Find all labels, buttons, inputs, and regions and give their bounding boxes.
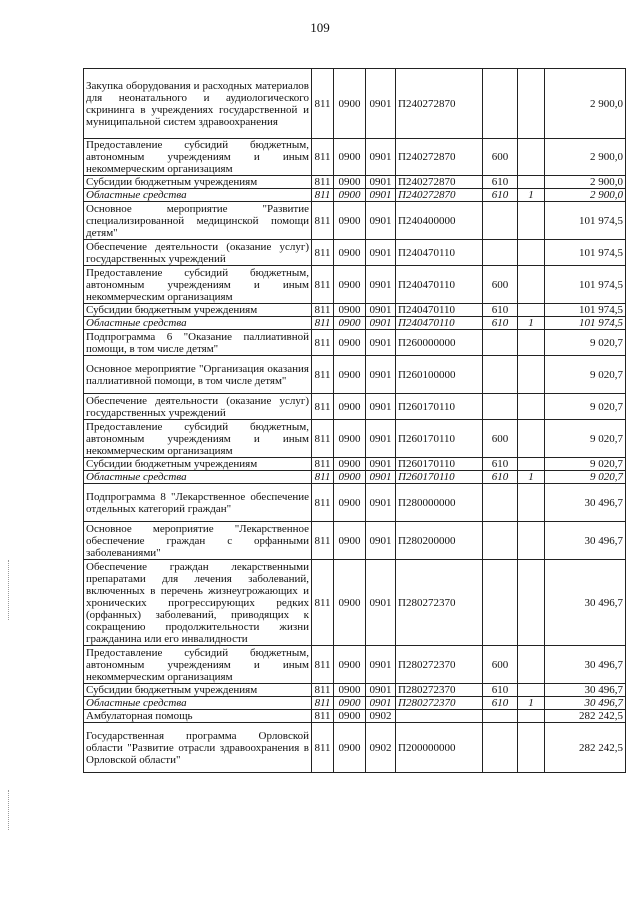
cell-pr: 0901	[366, 697, 396, 710]
cell-gr: 811	[312, 317, 334, 330]
row-name: Областные средства	[84, 189, 312, 202]
cell-pr: 0901	[366, 684, 396, 697]
table-row	[84, 240, 626, 266]
cell-vr	[483, 560, 518, 646]
cell-src: 1	[518, 471, 545, 484]
table-row	[84, 522, 626, 560]
cell-pr: 0901	[366, 202, 396, 240]
cell-src	[518, 723, 545, 773]
cell-vr: 610	[483, 697, 518, 710]
cell-gr: 811	[312, 240, 334, 266]
cell-gr: 811	[312, 176, 334, 189]
table-row	[84, 471, 626, 484]
cell-gr: 811	[312, 471, 334, 484]
cell-rz: 0900	[334, 646, 366, 684]
cell-pr: 0901	[366, 330, 396, 356]
cell-src	[518, 394, 545, 420]
cell-src	[518, 420, 545, 458]
cell-rz: 0900	[334, 176, 366, 189]
cell-vr: 610	[483, 176, 518, 189]
cell-pr: 0901	[366, 560, 396, 646]
cell-csr: П240272870	[396, 139, 483, 176]
cell-amount: 9 020,7	[545, 356, 626, 394]
row-name: Обеспечение граждан лекарственными препаратами для лечения заболеваний, включенных в перечень жизнеугрожающих и хронических прогрессирующих редких (орфанных) заболеваний, приводящих к сокращению продолжительности жизни гражданина или его инвалидности	[84, 560, 312, 646]
cell-rz: 0900	[334, 560, 366, 646]
cell-rz: 0900	[334, 266, 366, 304]
cell-amount: 9 020,7	[545, 458, 626, 471]
cell-csr: П240470110	[396, 266, 483, 304]
cell-amount: 101 974,5	[545, 266, 626, 304]
table-row	[84, 484, 626, 522]
cell-csr: П280272370	[396, 684, 483, 697]
cell-csr: П260170110	[396, 471, 483, 484]
cell-rz: 0900	[334, 697, 366, 710]
scan-edge-marks	[8, 790, 11, 830]
cell-gr: 811	[312, 330, 334, 356]
cell-gr: 811	[312, 723, 334, 773]
row-name: Субсидии бюджетным учреждениям	[84, 304, 312, 317]
cell-gr: 811	[312, 710, 334, 723]
cell-src	[518, 458, 545, 471]
cell-csr: П240272870	[396, 176, 483, 189]
cell-src	[518, 484, 545, 522]
cell-vr: 610	[483, 458, 518, 471]
cell-gr: 811	[312, 202, 334, 240]
cell-vr: 610	[483, 317, 518, 330]
cell-rz: 0900	[334, 356, 366, 394]
cell-vr	[483, 240, 518, 266]
cell-src	[518, 710, 545, 723]
cell-src	[518, 176, 545, 189]
cell-amount: 9 020,7	[545, 471, 626, 484]
row-name: Обеспечение деятельности (оказание услуг) государственных учреждений	[84, 240, 312, 266]
row-name: Государственная программа Орловской области "Развитие отрасли здравоохранения в Орловской области"	[84, 723, 312, 773]
cell-csr: П260100000	[396, 356, 483, 394]
row-name: Областные средства	[84, 317, 312, 330]
cell-amount: 282 242,5	[545, 710, 626, 723]
cell-amount: 2 900,0	[545, 139, 626, 176]
cell-csr: П260170110	[396, 394, 483, 420]
cell-rz: 0900	[334, 240, 366, 266]
cell-pr: 0901	[366, 356, 396, 394]
cell-amount: 2 900,0	[545, 69, 626, 139]
cell-vr: 600	[483, 139, 518, 176]
cell-amount: 9 020,7	[545, 420, 626, 458]
table-row	[84, 317, 626, 330]
cell-gr: 811	[312, 646, 334, 684]
row-name: Субсидии бюджетным учреждениям	[84, 458, 312, 471]
scan-edge-marks	[8, 560, 11, 620]
cell-csr: П240272870	[396, 189, 483, 202]
cell-rz: 0900	[334, 420, 366, 458]
cell-amount: 101 974,5	[545, 202, 626, 240]
cell-amount: 30 496,7	[545, 697, 626, 710]
cell-rz: 0900	[334, 471, 366, 484]
cell-src	[518, 356, 545, 394]
row-name: Предоставление субсидий бюджетным, автономным учреждениям и иным некоммерческим организациям	[84, 266, 312, 304]
cell-amount: 30 496,7	[545, 560, 626, 646]
cell-src	[518, 240, 545, 266]
cell-gr: 811	[312, 684, 334, 697]
table-row	[84, 684, 626, 697]
row-name: Подпрограмма 8 "Лекарственное обеспечение отдельных категорий граждан"	[84, 484, 312, 522]
cell-vr	[483, 356, 518, 394]
table-row	[84, 330, 626, 356]
cell-amount: 30 496,7	[545, 684, 626, 697]
cell-vr	[483, 330, 518, 356]
cell-gr: 811	[312, 356, 334, 394]
cell-pr: 0902	[366, 710, 396, 723]
row-name: Обеспечение деятельности (оказание услуг) государственных учреждений	[84, 394, 312, 420]
cell-pr: 0901	[366, 176, 396, 189]
cell-vr	[483, 69, 518, 139]
row-name: Субсидии бюджетным учреждениям	[84, 176, 312, 189]
cell-amount: 2 900,0	[545, 176, 626, 189]
table-row	[84, 139, 626, 176]
cell-gr: 811	[312, 458, 334, 471]
cell-vr	[483, 484, 518, 522]
cell-gr: 811	[312, 139, 334, 176]
cell-gr: 811	[312, 697, 334, 710]
row-name: Предоставление субсидий бюджетным, автономным учреждениям и иным некоммерческим организациям	[84, 420, 312, 458]
cell-gr: 811	[312, 69, 334, 139]
page-number: 109	[310, 20, 330, 35]
cell-src	[518, 139, 545, 176]
cell-vr: 600	[483, 266, 518, 304]
cell-rz: 0900	[334, 484, 366, 522]
cell-pr: 0901	[366, 240, 396, 266]
cell-src	[518, 266, 545, 304]
cell-vr: 600	[483, 420, 518, 458]
cell-csr: П240400000	[396, 202, 483, 240]
row-name: Амбулаторная помощь	[84, 710, 312, 723]
cell-pr: 0901	[366, 189, 396, 202]
cell-csr: П260170110	[396, 420, 483, 458]
cell-src	[518, 560, 545, 646]
table-row	[84, 560, 626, 646]
cell-vr	[483, 710, 518, 723]
cell-amount: 101 974,5	[545, 304, 626, 317]
cell-rz: 0900	[334, 330, 366, 356]
cell-csr: П240470110	[396, 317, 483, 330]
cell-rz: 0900	[334, 202, 366, 240]
table-row	[84, 189, 626, 202]
row-name: Закупка оборудования и расходных материалов для неонатального и аудиологического скрининга в учреждениях государственной и муниципальной систем здравоохранения	[84, 69, 312, 139]
cell-src	[518, 522, 545, 560]
cell-src: 1	[518, 189, 545, 202]
cell-rz: 0900	[334, 458, 366, 471]
cell-src	[518, 69, 545, 139]
cell-gr: 811	[312, 304, 334, 317]
cell-pr: 0901	[366, 420, 396, 458]
table-row	[84, 710, 626, 723]
budget-table	[83, 68, 626, 773]
table-row	[84, 394, 626, 420]
table-row	[84, 458, 626, 471]
cell-amount: 101 974,5	[545, 240, 626, 266]
cell-pr: 0901	[366, 394, 396, 420]
cell-csr: П280272370	[396, 560, 483, 646]
cell-amount: 9 020,7	[545, 330, 626, 356]
cell-rz: 0900	[334, 394, 366, 420]
cell-csr	[396, 710, 483, 723]
cell-src: 1	[518, 697, 545, 710]
cell-pr: 0901	[366, 266, 396, 304]
cell-pr: 0901	[366, 139, 396, 176]
cell-rz: 0900	[334, 139, 366, 176]
table-row	[84, 723, 626, 773]
cell-rz: 0900	[334, 69, 366, 139]
cell-vr	[483, 522, 518, 560]
cell-src	[518, 684, 545, 697]
cell-amount: 2 900,0	[545, 189, 626, 202]
cell-gr: 811	[312, 420, 334, 458]
cell-csr: П280272370	[396, 646, 483, 684]
table-row	[84, 356, 626, 394]
table-row	[84, 304, 626, 317]
cell-rz: 0900	[334, 710, 366, 723]
row-name: Субсидии бюджетным учреждениям	[84, 684, 312, 697]
table-row	[84, 202, 626, 240]
cell-pr: 0901	[366, 646, 396, 684]
cell-csr: П280200000	[396, 522, 483, 560]
cell-gr: 811	[312, 560, 334, 646]
cell-vr	[483, 394, 518, 420]
cell-src: 1	[518, 317, 545, 330]
table-row	[84, 646, 626, 684]
cell-pr: 0901	[366, 522, 396, 560]
cell-csr: П280000000	[396, 484, 483, 522]
row-name: Основное мероприятие "Развитие специализированной медицинской помощи детям"	[84, 202, 312, 240]
cell-gr: 811	[312, 484, 334, 522]
cell-rz: 0900	[334, 317, 366, 330]
cell-vr	[483, 202, 518, 240]
cell-amount: 30 496,7	[545, 522, 626, 560]
cell-csr: П280272370	[396, 697, 483, 710]
cell-pr: 0901	[366, 304, 396, 317]
cell-csr: П240272870	[396, 69, 483, 139]
cell-gr: 811	[312, 189, 334, 202]
row-name: Основное мероприятие "Организация оказания паллиативной помощи, в том числе детям"	[84, 356, 312, 394]
cell-rz: 0900	[334, 189, 366, 202]
cell-vr: 600	[483, 646, 518, 684]
cell-src	[518, 304, 545, 317]
cell-amount: 101 974,5	[545, 317, 626, 330]
cell-pr: 0902	[366, 723, 396, 773]
cell-rz: 0900	[334, 723, 366, 773]
cell-csr: П240470110	[396, 304, 483, 317]
budget-table-body	[84, 69, 626, 773]
cell-csr: П240470110	[396, 240, 483, 266]
cell-amount: 30 496,7	[545, 484, 626, 522]
cell-csr: П260000000	[396, 330, 483, 356]
cell-src	[518, 646, 545, 684]
table-row	[84, 176, 626, 189]
cell-rz: 0900	[334, 684, 366, 697]
cell-amount: 30 496,7	[545, 646, 626, 684]
cell-pr: 0901	[366, 69, 396, 139]
row-name: Предоставление субсидий бюджетным, автономным учреждениям и иным некоммерческим организациям	[84, 646, 312, 684]
table-row	[84, 420, 626, 458]
row-name: Областные средства	[84, 697, 312, 710]
cell-vr	[483, 723, 518, 773]
cell-rz: 0900	[334, 304, 366, 317]
cell-pr: 0901	[366, 484, 396, 522]
cell-amount: 282 242,5	[545, 723, 626, 773]
cell-amount: 9 020,7	[545, 394, 626, 420]
row-name: Областные средства	[84, 471, 312, 484]
cell-pr: 0901	[366, 458, 396, 471]
cell-src	[518, 202, 545, 240]
cell-csr: П260170110	[396, 458, 483, 471]
cell-gr: 811	[312, 266, 334, 304]
cell-vr: 610	[483, 304, 518, 317]
row-name: Подпрограмма 6 "Оказание паллиативной помощи, в том числе детям"	[84, 330, 312, 356]
cell-gr: 811	[312, 522, 334, 560]
cell-src	[518, 330, 545, 356]
cell-vr: 610	[483, 189, 518, 202]
cell-pr: 0901	[366, 317, 396, 330]
table-row	[84, 697, 626, 710]
cell-csr: П200000000	[396, 723, 483, 773]
cell-rz: 0900	[334, 522, 366, 560]
table-row	[84, 69, 626, 139]
table-row	[84, 266, 626, 304]
cell-pr: 0901	[366, 471, 396, 484]
row-name: Основное мероприятие "Лекарственное обеспечение граждан с орфанными заболеваниями"	[84, 522, 312, 560]
cell-gr: 811	[312, 394, 334, 420]
row-name: Предоставление субсидий бюджетным, автономным учреждениям и иным некоммерческим организациям	[84, 139, 312, 176]
cell-vr: 610	[483, 684, 518, 697]
cell-vr: 610	[483, 471, 518, 484]
